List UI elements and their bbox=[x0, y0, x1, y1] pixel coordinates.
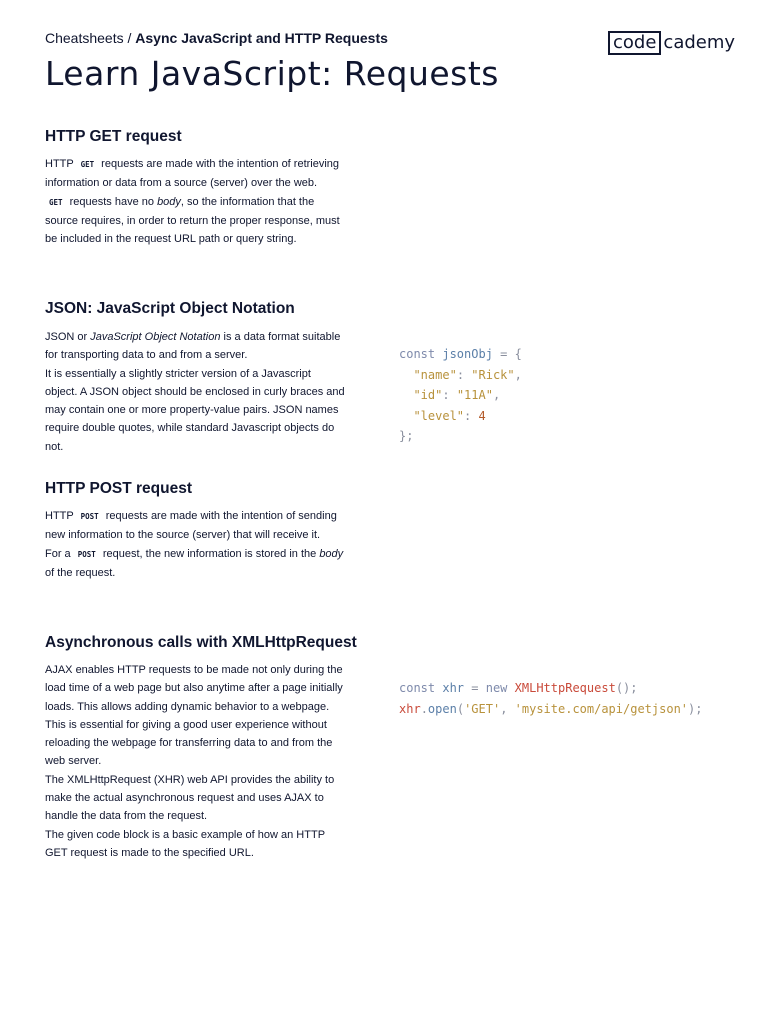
section-description-json bbox=[45, 328, 345, 456]
section-heading-http-post: HTTP POST request bbox=[45, 480, 192, 497]
description-paragraph: It is essentially a slightly stricter version of a Javascript object. A JSON object should be enclosed in curly braces and may contain one or more property-value pairs. JSON names require double quotes, while standard Javascript objects do not. bbox=[45, 367, 345, 453]
logo-code-box: code bbox=[608, 31, 661, 55]
description-paragraph: HTTP GET requests are made with the intention of retrieving information or data from a source (server) over the web. bbox=[45, 158, 340, 190]
code-line: }; bbox=[399, 429, 414, 443]
code-block-json bbox=[399, 344, 522, 447]
inline-code: GET bbox=[80, 160, 95, 169]
description-paragraph: The given code block is a basic example of how an HTTP GET request is made to the specified URL. bbox=[45, 828, 325, 859]
breadcrumb-root-link[interactable]: Cheatsheets bbox=[45, 30, 124, 46]
section-description-xmlhttprequest bbox=[45, 661, 345, 862]
code-line: "level": 4 bbox=[413, 408, 486, 423]
page-title: Learn JavaScript: Requests bbox=[45, 54, 499, 93]
section-heading-http-get: HTTP GET request bbox=[45, 128, 182, 145]
code-line: xhr.open('GET', 'mysite.com/api/getjson'); bbox=[399, 701, 703, 716]
code-line: const xhr = new XMLHttpRequest(); bbox=[399, 681, 638, 695]
breadcrumb-current: Async JavaScript and HTTP Requests bbox=[135, 30, 388, 46]
description-paragraph: AJAX enables HTTP requests to be made not only during the load time of a web page but also anytime after a page initially loads. This allows adding dynamic behavior to a webpage. This is essential for giving a good user experience without reloading the webpage for transferring data to and from the web server. bbox=[45, 664, 343, 768]
section-heading-xmlhttprequest: Asynchronous calls with XMLHttpRequest bbox=[45, 634, 357, 651]
breadcrumb bbox=[45, 29, 388, 47]
section-heading-json: JSON: JavaScript Object Notation bbox=[45, 300, 295, 317]
description-paragraph: JSON or JavaScript Object Notation is a data format suitable for transporting data to and from a server. bbox=[45, 331, 341, 362]
logo-cademy-text: cademy bbox=[663, 32, 736, 53]
code-line: const jsonObj = { bbox=[399, 347, 522, 361]
description-paragraph: HTTP POST requests are made with the intention of sending new information to the source (server) that will receive it. bbox=[45, 510, 337, 542]
description-paragraph: GET requests have no body, so the information that the source requires, in order to return the proper response, must be included in the request URL path or query string. bbox=[45, 195, 340, 246]
code-block-xmlhttprequest bbox=[399, 678, 702, 719]
code-line: "name": "Rick", bbox=[413, 367, 522, 382]
code-line: "id": "11A", bbox=[413, 388, 501, 402]
inline-code: POST bbox=[77, 549, 96, 559]
description-paragraph: The XMLHttpRequest (XHR) web API provides the ability to make the actual asynchronous request and uses AJAX to handle the data from the request. bbox=[45, 773, 335, 823]
inline-code: GET bbox=[49, 197, 63, 207]
section-description-http-get bbox=[45, 155, 345, 248]
inline-code: POST bbox=[80, 512, 99, 521]
description-paragraph: For a POST request, the new information is stored in the body of the request. bbox=[45, 547, 344, 579]
section-description-http-post bbox=[45, 507, 345, 582]
breadcrumb-separator: / bbox=[123, 30, 136, 46]
codecademy-logo[interactable] bbox=[608, 31, 735, 55]
